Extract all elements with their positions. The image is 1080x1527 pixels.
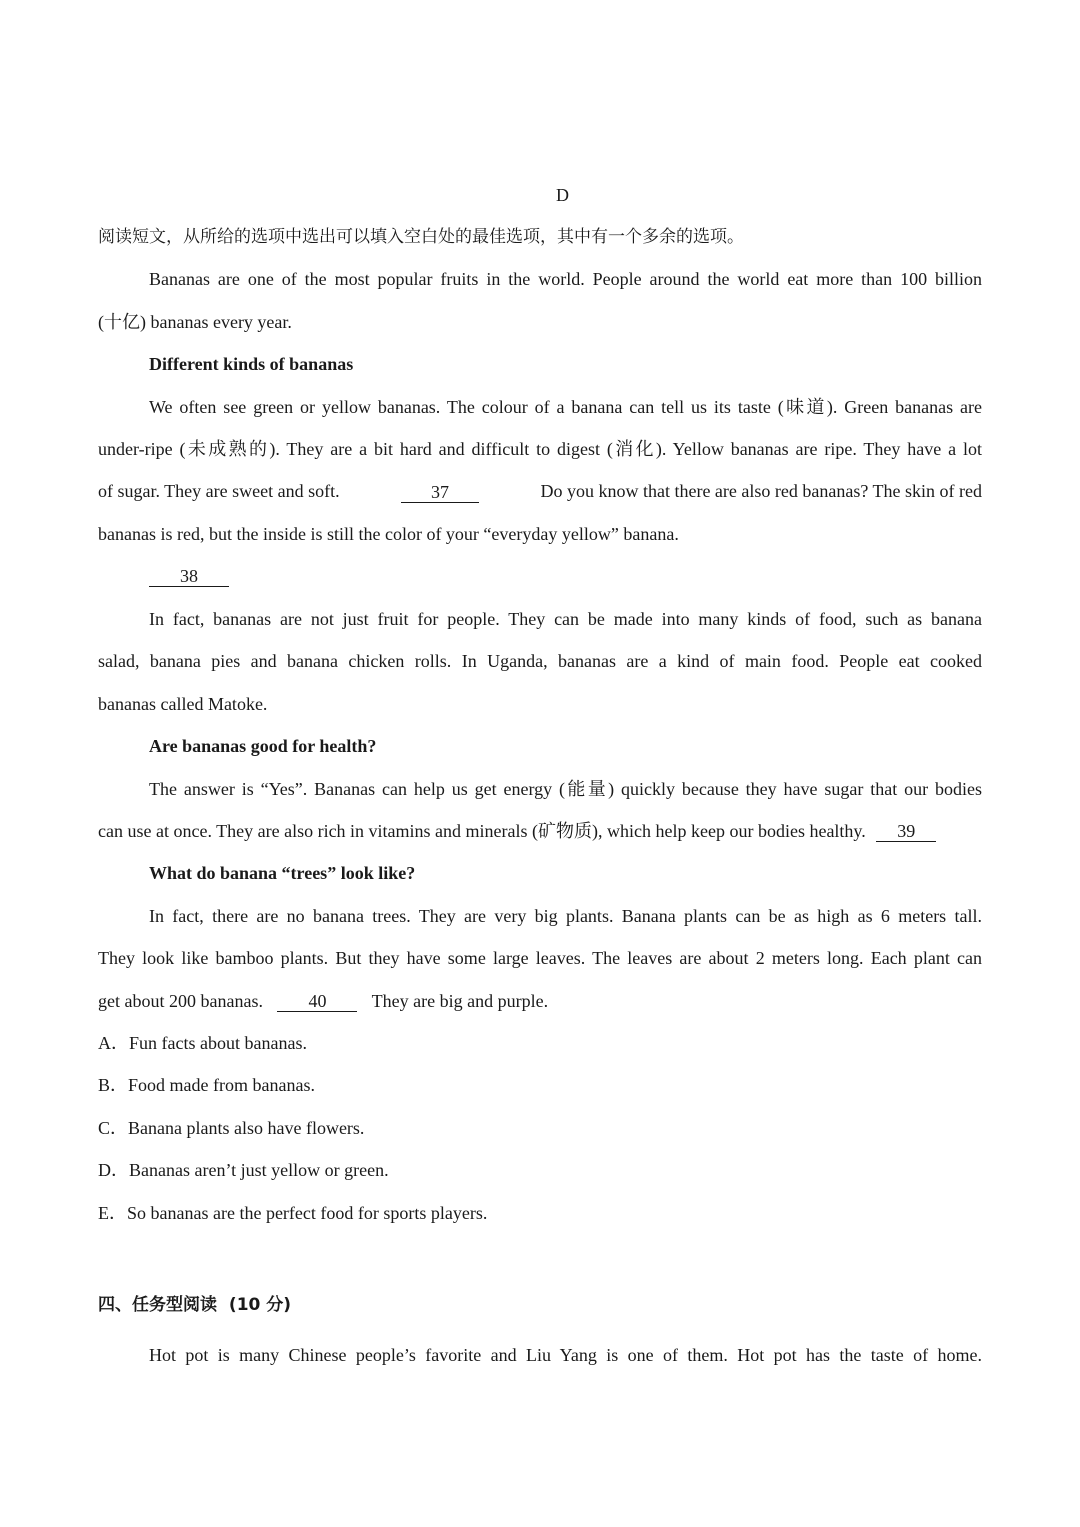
para3-line-2: salad, banana pies and banana chicken rolls. In Uganda, bananas are a kind of main food. People eat cooked (98, 651, 982, 671)
para5-line-3-text-b: They are big and purple. (371, 991, 549, 1011)
para2-line-3-text-a: of sugar. They are sweet and soft. (98, 481, 340, 501)
para2-line-4: bananas is red, but the inside is still the color of your “everyday yellow” banana. (98, 524, 679, 544)
blank-40: 40 (277, 991, 357, 1012)
para5-line-3-text-a: get about 200 bananas. (98, 991, 263, 1011)
blank-38: 38 (149, 566, 229, 587)
para2-line-1: We often see green or yellow bananas. The colour of a banana can tell us its taste (味道). Green bananas are (149, 397, 982, 417)
option-d: D．Bananas aren’t just yellow or green. (98, 1160, 389, 1180)
para2-line-3 (98, 479, 982, 503)
para2-line-2: under-ripe (未成熟的). They are a bit hard and difficult to digest (消化). Yellow bananas are ripe. They have a lot (98, 439, 982, 459)
intro-line-2: (十亿) bananas every year. (98, 312, 292, 332)
intro-line-1: Bananas are one of the most popular fruits in the world. People around the world eat more than 100 billion (149, 269, 982, 289)
para4-line-2-text: can use at once. They are also rich in vitamins and minerals (矿物质), which help keep our bodies healthy. (98, 821, 866, 841)
instructions: 阅读短文，从所给的选项中选出可以填入空白处的最佳选项，其中有一个多余的选项。 (98, 227, 744, 247)
para4-line-2 (98, 819, 936, 843)
blank-39: 39 (876, 821, 936, 842)
option-a: A．Fun facts about bananas. (98, 1033, 307, 1053)
option-e: E．So bananas are the perfect food for sports players. (98, 1203, 488, 1223)
option-b: B．Food made from bananas. (98, 1075, 315, 1095)
para3-line-1: In fact, bananas are not just fruit for people. They can be made into many kinds of food, such as banana (149, 609, 982, 629)
blank-38-line (149, 564, 229, 588)
section-label: D (556, 185, 569, 205)
para4-line-1: The answer is “Yes”. Bananas can help us get energy (能量) quickly because they have sugar that our bodies (149, 779, 982, 799)
para3-line-3: bananas called Matoke. (98, 694, 268, 714)
next-section-title-text: 四、任务型阅读 (98, 1295, 217, 1315)
blank-37: 37 (401, 482, 479, 503)
next-section-title (98, 1293, 291, 1317)
heading-health: Are bananas good for health? (149, 736, 377, 756)
next-section-first-line: Hot pot is many Chinese people’s favorite and Liu Yang is one of them. Hot pot has the taste of home. (149, 1345, 982, 1365)
para2-line-3-text-b: Do you know that there are also red bananas? The skin of red (540, 481, 982, 501)
para5-line-1: In fact, there are no banana trees. They are very big plants. Banana plants can be as high as 6 meters tall. (149, 906, 982, 926)
heading-different-kinds: Different kinds of bananas (149, 354, 354, 374)
para5-line-2: They look like bamboo plants. But they have some large leaves. The leaves are about 2 meters long. Each plant can (98, 948, 982, 968)
para5-line-3 (98, 989, 548, 1013)
next-section-points: (10 分) (228, 1295, 292, 1315)
option-c: C．Banana plants also have flowers. (98, 1118, 365, 1138)
heading-trees: What do banana “trees” look like? (149, 863, 416, 883)
